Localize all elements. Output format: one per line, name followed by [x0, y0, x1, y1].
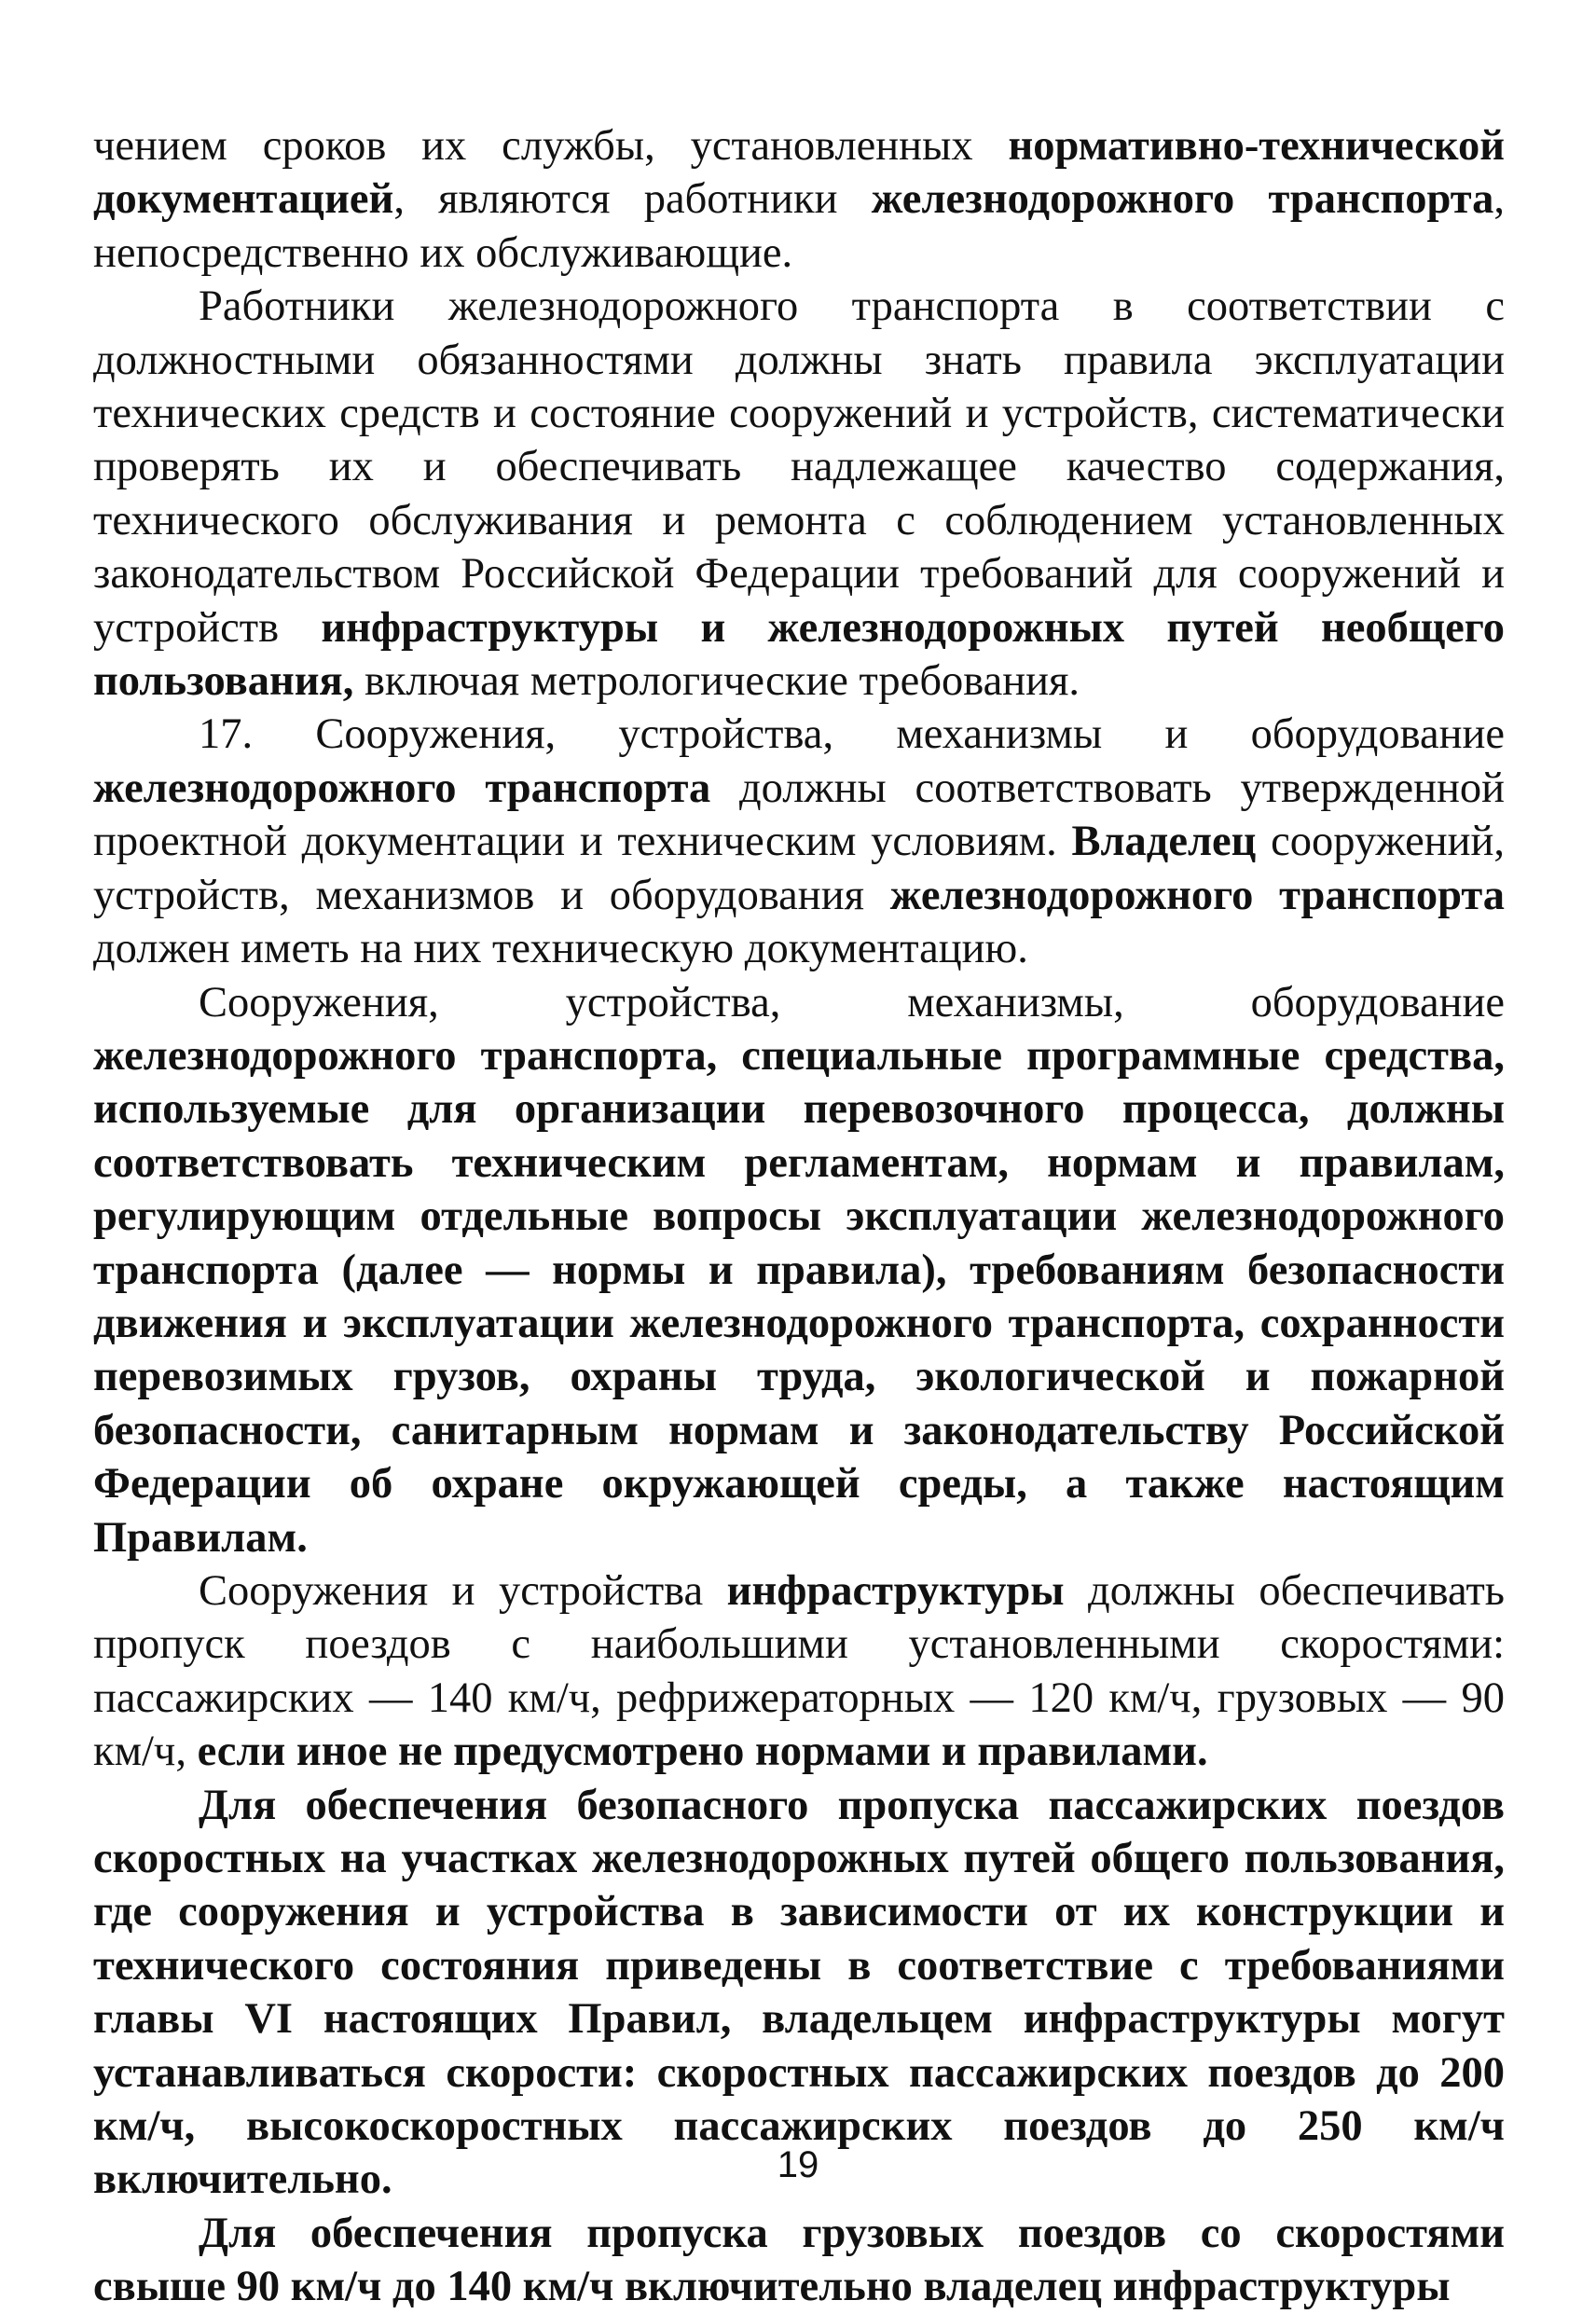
bold-run: железнодорожного транспорта: [93, 764, 711, 812]
bold-run: Для обеспечения пропуска грузовых поездов со скоростями свыше 90 км/ч до 140 км/ч включительно владелец инфраструктуры: [93, 2209, 1505, 2311]
text-run: Работники железнодорожного транспорта в соответствии с должностными обязанностями должны знать правила эксплуатации технических средств и состояние сооружений и устройств, систематически проверять их и обеспечивать надлежащее качество содержания, технического обслуживания и ремонта с соблюдением установленных законодательством Российской Федерации требований для сооружений и устройств: [93, 282, 1505, 652]
bold-run: железнодорожного транспорта: [871, 175, 1494, 224]
text-run: сооружений, устройств, механизмов и оборудования: [93, 818, 1505, 919]
bold-run: нормативно-технической документацией: [93, 122, 1505, 224]
paragraph-7: [93, 2207, 1505, 2314]
text-run: должны соответствовать утвержденной проектной документации и техническим условиям.: [93, 764, 1505, 866]
paragraph-2: [93, 280, 1505, 708]
bold-run: Владелец: [1071, 818, 1257, 866]
bold-run: железнодорожного транспорта: [889, 871, 1506, 919]
text-run: Сооружения и устройства: [199, 1566, 727, 1615]
text-run: Сооружения, устройства, механизмы, оборудование: [199, 978, 1505, 1026]
paragraph-6: [93, 1779, 1505, 2207]
paragraph-5: [93, 1564, 1505, 1779]
bold-run: инфраструктуры: [726, 1566, 1065, 1615]
text-run: должен иметь на них техническую документацию.: [93, 925, 1028, 973]
text-run: чением сроков их службы, установленных: [93, 122, 1009, 170]
paragraph-3: [93, 708, 1505, 975]
text-run: , являются работники: [393, 175, 872, 224]
text-run: включая метрологические требования.: [353, 657, 1080, 706]
text-run: 17. Сооружения, устройства, механизмы и оборудование: [199, 710, 1505, 759]
bold-run: инфраструктуры и железнодорожных путей необщего пользования,: [93, 603, 1506, 706]
paragraph-4: [93, 976, 1505, 1564]
bold-run: Для обеспечения безопасного пропуска пассажирских поездов скоростных на участках железнодорожных путей общего пользования, где сооружения и устройства в зависимости от их конструкции и технического состояния приведены в соответствие с требованиями главы VI настоящих Правил, владельцем инфраструктуры могут устанавливаться скорости: скоростных пассажирских поездов до 200 км/ч, высокоскоростных пассажирских поездов до 250 км/ч включительно.: [93, 1781, 1505, 2204]
document-body: [93, 119, 1505, 2314]
text-run: должны обеспечивать пропуск поездов с наибольшими установленными скоростями: пассажирских — 140 км/ч, рефрижераторных — 120 км/ч, грузовых — 90 км/ч,: [93, 1566, 1505, 1776]
page-number: 19: [777, 2144, 819, 2185]
paragraph-1: [93, 119, 1505, 280]
text-run: , непосредственно их обслуживающие.: [93, 175, 1505, 277]
bold-run: железнодорожного транспорта, специальные программные средства, используемые для организации перевозочного процесса, должны соответствовать техническим регламентам, нормам и правилам, регулирующим отдельные вопросы эксплуатации железнодорожного транспорта (далее — нормы и правила), требованиям безопасности движения и эксплуатации железнодорожного транспорта, сохранности перевозимых грузов, охраны труда, экологической и пожарной безопасности, санитарным нормам и законодательству Российской Федерации об охране окружающей среды, а также настоящим Правилам.: [93, 1031, 1505, 1562]
bold-run: если иное не предусмотрено нормами и правилами.: [197, 1728, 1208, 1776]
